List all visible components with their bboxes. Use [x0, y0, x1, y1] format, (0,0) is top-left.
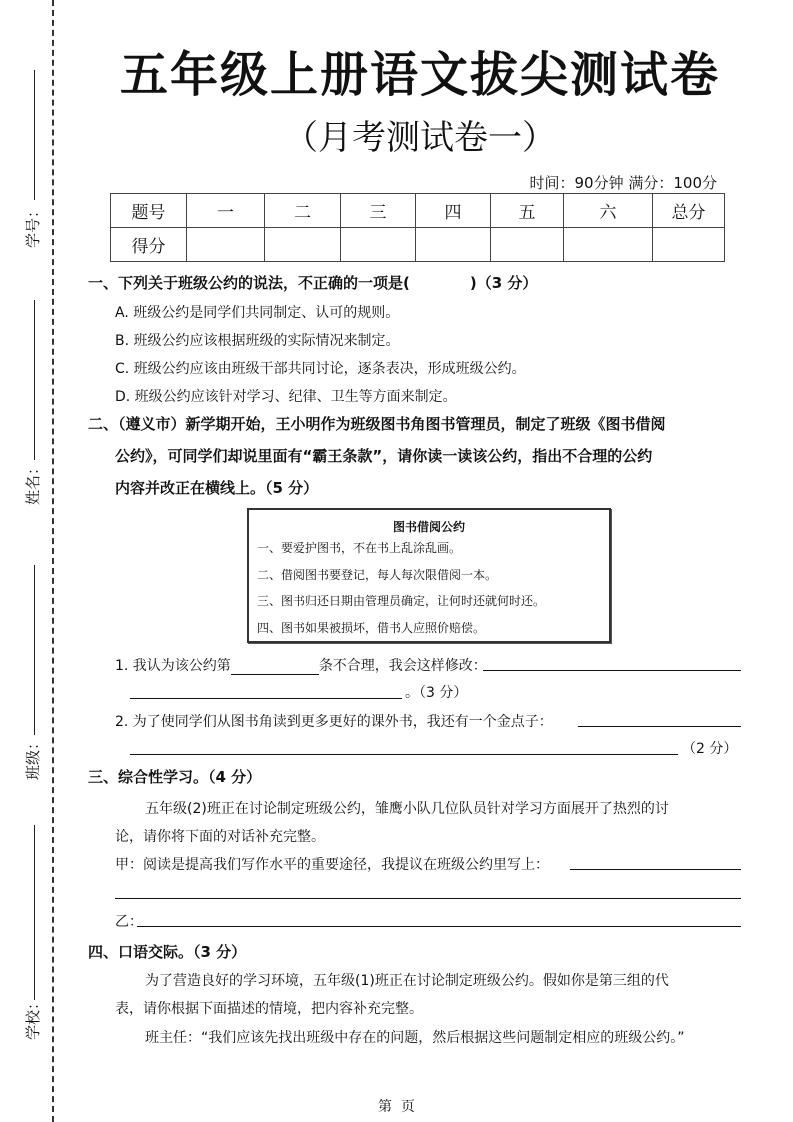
answer-line[interactable]	[570, 869, 741, 870]
class-line	[34, 565, 35, 735]
answer-line[interactable]	[578, 726, 741, 727]
binding-dashed-line	[52, 0, 54, 1122]
question-3-para: 论，请你将下面的对话补充完整。	[115, 829, 325, 845]
table-header: 总分	[653, 194, 725, 228]
answer-line[interactable]	[130, 698, 402, 699]
rule-item: 一、要爱护图书，不在书上乱涂乱画。	[257, 541, 462, 555]
option-a: A. 班级公约是同学们共同制定、认可的规则。	[115, 305, 400, 321]
table-row	[111, 194, 725, 228]
rule-item: 四、图书如果被损坏，借书人应照价赔偿。	[257, 620, 486, 635]
question-1-stem: 一、下列关于班级公约的说法，不正确的一项是(	[88, 274, 410, 292]
answer-line[interactable]	[137, 926, 741, 927]
score-row-label: 得分	[111, 228, 187, 262]
page-footer: 第 页	[378, 1099, 415, 1115]
rule-item: 二、借阅图书要登记，每人每次限借阅一本。	[257, 567, 498, 582]
question-2-line: 二、（遵义市）新学期开始，王小明作为班级图书角图书管理员，制定了班级《图书借阅	[88, 415, 666, 433]
dialogue-jia: 甲：阅读是提高我们写作水平的重要途径，我提议在班级公约里写上：	[115, 857, 549, 873]
score-table	[110, 193, 725, 262]
sub2-score: （2 分）	[682, 741, 738, 757]
question-3-title: 三、综合性学习。（4 分）	[88, 768, 262, 786]
option-d: D. 班级公约应该针对学习、纪律、卫生等方面来制定。	[115, 389, 457, 405]
answer-line[interactable]	[115, 898, 741, 899]
answer-line[interactable]	[130, 754, 678, 755]
school-label: 学校：	[24, 994, 42, 1040]
score-cell[interactable]	[416, 228, 491, 262]
name-line	[34, 300, 35, 460]
answer-line[interactable]	[483, 670, 741, 671]
sub1-text: 条不合理，我会这样修改：	[318, 658, 487, 674]
table-header: 五	[491, 194, 564, 228]
rules-title: 图书借阅公约	[392, 520, 465, 534]
teacher-quote: 班主任：“我们应该先找出班级中存在的问题，然后根据这些问题制定相应的班级公约。”	[145, 1030, 685, 1046]
student-id-label: 学号：	[24, 202, 42, 248]
time-info: 时间：90分钟 满分：100分	[529, 174, 717, 192]
table-header: 六	[564, 194, 653, 228]
dialogue-yi: 乙：	[115, 914, 143, 930]
score-cell[interactable]	[187, 228, 265, 262]
question-1	[88, 272, 537, 293]
class-label: 班级：	[24, 734, 42, 780]
question-4-para: 为了营造良好的学习环境，五年级(1)班正在讨论制定班级公约。假如你是第三组的代	[145, 973, 669, 989]
page-subtitle: （月考测试卷一）	[284, 118, 556, 158]
table-header: 二	[265, 194, 341, 228]
table-header: 题号	[111, 194, 187, 228]
score-cell[interactable]	[341, 228, 416, 262]
table-row	[111, 228, 725, 262]
sub-question-2: 2. 为了使同学们从图书角读到更多更好的课外书，我还有一个金点子：	[115, 714, 553, 730]
option-c: C. 班级公约应该由班级干部共同讨论，逐条表决，形成班级公约。	[115, 361, 526, 377]
name-label: 姓名：	[24, 459, 42, 505]
question-3-para: 五年级(2)班正在讨论制定班级公约，雏鹰小队几位队员针对学习方面展开了热烈的讨	[145, 801, 669, 817]
table-header: 四	[416, 194, 491, 228]
score-cell[interactable]	[653, 228, 725, 262]
page-title: 五年级上册语文拔尖测试卷	[119, 47, 720, 103]
question-4-para: 表，请你根据下面描述的情境，把内容补充完整。	[115, 1001, 423, 1017]
library-rules-box	[247, 508, 611, 643]
sub-question-1	[115, 655, 487, 675]
sub1-text: 1. 我认为该公约第	[115, 658, 231, 674]
question-2-line: 公约》，可同学们却说里面有“霸王条款”，请你读一读该公约，指出不合理的公约	[115, 447, 653, 465]
sub1-score: 。（3 分）	[405, 685, 468, 701]
answer-blank[interactable]	[231, 660, 319, 675]
question-1-score: )（3 分）	[469, 274, 538, 292]
table-header: 一	[187, 194, 265, 228]
question-4-title: 四、口语交际。（3 分）	[88, 943, 247, 961]
rule-item: 三、图书归还日期由管理员确定，让何时还就何时还。	[257, 594, 546, 608]
option-b: B. 班级公约应该根据班级的实际情况来制定。	[115, 333, 400, 349]
school-line	[34, 825, 35, 1000]
table-header: 三	[341, 194, 416, 228]
score-cell[interactable]	[491, 228, 564, 262]
score-cell[interactable]	[265, 228, 341, 262]
question-2-line: 内容并改正在横线上。（5 分）	[115, 479, 319, 497]
score-cell[interactable]	[564, 228, 653, 262]
